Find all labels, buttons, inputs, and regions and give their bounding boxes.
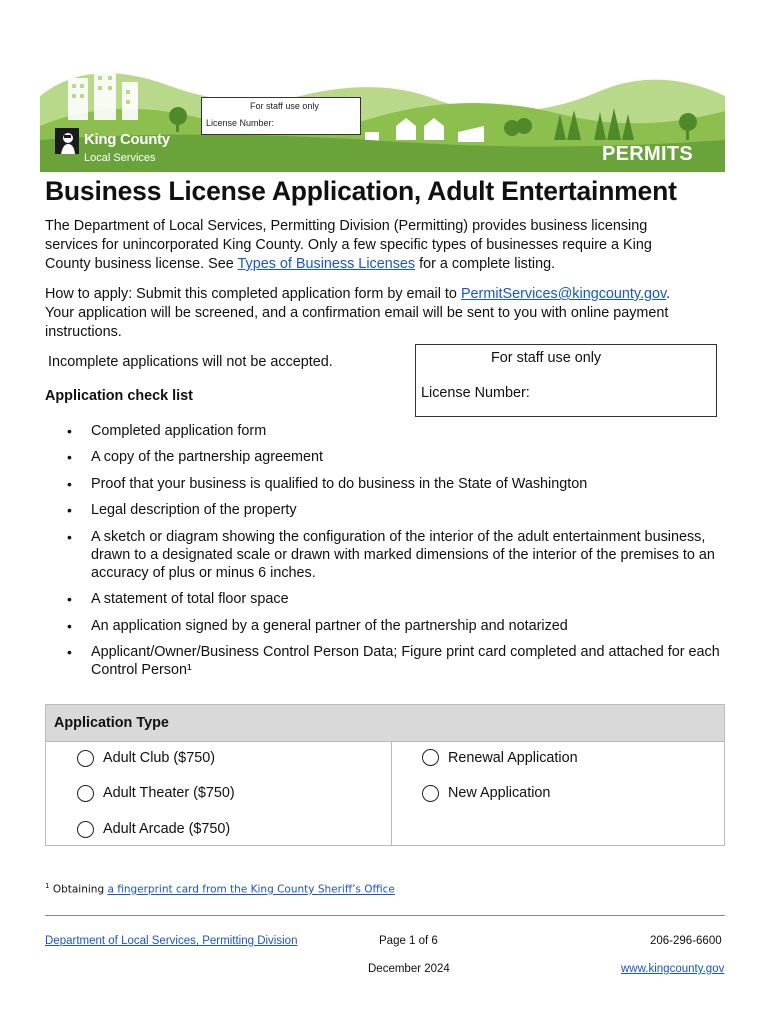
application-type-heading: Application Type xyxy=(54,715,169,731)
table-divider xyxy=(391,741,392,845)
permit-services-email-link[interactable]: PermitServices@kingcounty.gov xyxy=(460,286,667,302)
checklist-item: • An application signed by a general partner of the partnership and notarized xyxy=(91,617,731,635)
intro-line: services for unincorporated King County. Only a few specific types of businesses require a King xyxy=(45,237,652,253)
banner-staff-box-title: For staff use only xyxy=(250,101,319,111)
logo-subtitle: Local Services xyxy=(84,152,156,164)
intro-paragraph xyxy=(45,217,735,274)
logo-name: King County xyxy=(84,131,170,148)
page-title: Business License Application, Adult Entertainment xyxy=(45,176,677,206)
footer-divider xyxy=(45,915,725,916)
adult-arcade-label: Adult Arcade ($750) xyxy=(103,821,231,837)
adult-club-radio[interactable] xyxy=(77,750,94,767)
checklist-item: • Completed application form xyxy=(91,422,731,440)
checklist-heading: Application check list xyxy=(45,388,193,404)
footnote-marker: 1 xyxy=(45,882,50,890)
renewal-application-label: Renewal Application xyxy=(448,750,578,766)
website-link[interactable]: www.kingcounty.gov xyxy=(621,963,725,975)
checklist-item: • Proof that your business is qualified to do business in the State of Washington xyxy=(91,475,731,493)
license-number-label: License Number: xyxy=(421,385,530,401)
application-type-header xyxy=(46,705,724,742)
types-of-business-licenses-link[interactable]: Types of Business Licenses xyxy=(237,256,416,272)
page-number: Page 1 of 6 xyxy=(379,935,438,947)
adult-theater-radio[interactable] xyxy=(77,785,94,802)
staff-use-box xyxy=(415,344,717,417)
intro-text: County business license. See xyxy=(45,256,238,272)
adult-club-label: Adult Club ($750) xyxy=(103,750,215,766)
new-application-label: New Application xyxy=(448,785,551,801)
how-to-apply-text: How to apply: Submit this completed application form by email to xyxy=(45,286,461,302)
renewal-application-radio[interactable] xyxy=(422,749,439,766)
banner-staff-box xyxy=(201,97,361,135)
how-to-apply-line xyxy=(45,285,735,304)
revision-date: December 2024 xyxy=(368,963,450,975)
new-application-radio[interactable] xyxy=(422,785,439,802)
adult-arcade-radio[interactable] xyxy=(77,821,94,838)
permits-label: PERMITS xyxy=(602,143,693,165)
how-to-apply-line: Your application will be screened, and a confirmation email will be sent to you with online payment xyxy=(45,305,669,321)
phone-number: 206-296-6600 xyxy=(650,935,722,947)
intro-text: for a complete listing. xyxy=(415,256,556,272)
department-link[interactable]: Department of Local Services, Permitting Division xyxy=(45,935,298,947)
adult-theater-label: Adult Theater ($750) xyxy=(103,785,235,801)
staff-use-title: For staff use only xyxy=(491,350,602,366)
checklist-item: • A sketch or diagram showing the configuration of the interior of the adult entertainment business, drawn to a designated scale or drawn with marked dimensions of the interior of the premises to an accuracy of plus or minus 6 inches. xyxy=(91,528,716,582)
checklist-item: • Legal description of the property xyxy=(91,501,731,519)
footnote xyxy=(45,882,395,896)
checklist-item: • A copy of the partnership agreement xyxy=(91,448,731,466)
application-type-table xyxy=(45,704,725,846)
how-to-apply-paragraph xyxy=(45,285,735,342)
king-county-logo-icon xyxy=(55,128,79,154)
intro-line xyxy=(45,255,735,274)
checklist-item: • A statement of total floor space xyxy=(91,590,731,608)
incomplete-note: Incomplete applications will not be accepted. xyxy=(48,354,333,370)
footnote-text: Obtaining xyxy=(52,883,108,896)
fingerprint-card-link[interactable]: a fingerprint card from the King County Sheriff’s Office xyxy=(107,883,395,896)
intro-line: The Department of Local Services, Permitting Division (Permitting) provides business licensing xyxy=(45,218,648,234)
how-to-apply-line: instructions. xyxy=(45,324,122,340)
checklist-item: • Applicant/Owner/Business Control Person Data; Figure print card completed and attached for each Control Person¹ xyxy=(91,643,721,679)
banner-staff-box-field: License Number: xyxy=(206,118,275,128)
how-to-apply-text: . xyxy=(666,286,671,302)
